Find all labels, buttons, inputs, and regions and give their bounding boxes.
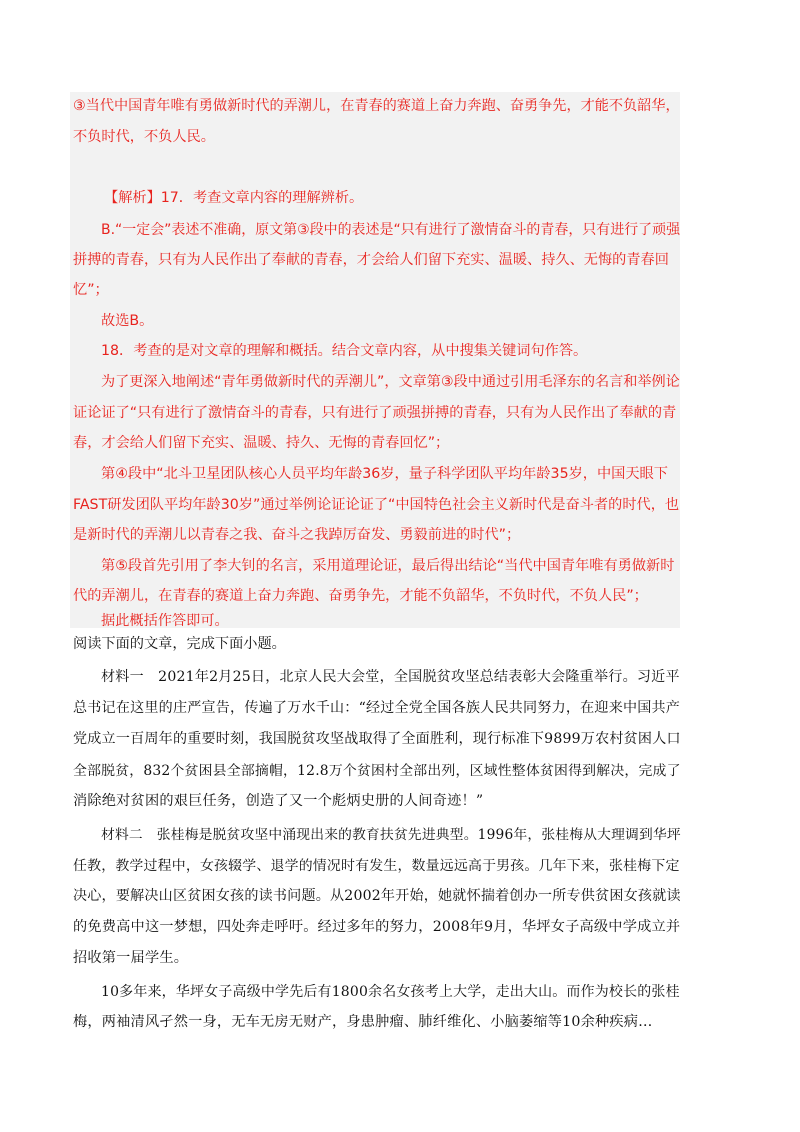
answer-line: 是新时代的弄潮儿以青春之我、奋斗之我踔厉奋发、勇毅前进的时代”；	[73, 527, 521, 543]
answer-line: 证论证了“只有进行了激情奋斗的青春，只有进行了顽强拼搏的青春，只有为人民作出了奉献的青	[73, 405, 677, 421]
material-line: 消除绝对贫困的艰巨任务，创造了又一个彪炳史册的人间奇迹！”	[73, 793, 484, 809]
analysis-heading: 【解析】17．考查文章内容的理解辨析。	[104, 190, 364, 206]
answer-line: 据此概括作答即可。	[101, 613, 229, 629]
material-line: 梅，两袖清风孑然一身，无车无房无财产，身患肿瘤、肺纤维化、小脑萎缩等10余种疾病…	[73, 1014, 653, 1030]
answer-line: 拼搏的青春，只有为人民作出了奉献的青春，才会给人们留下充实、温暖、持久、无悔的青春回	[73, 252, 669, 268]
material-line: 招收第一届学生。	[73, 950, 189, 966]
answer-line: 第④段中“北斗卫星团队核心人员平均年龄36岁，量子科学团队平均年龄35岁，中国天眼下	[101, 466, 668, 482]
material-line: 10多年来，华坪女子高级中学先后有1800余名女孩考上大学，走出大山。而作为校长的张桂	[101, 984, 680, 1000]
answer-line: 故选B。	[101, 313, 154, 329]
material-line: 任教，教学过程中，女孩辍学、退学的情况时有发生，数量远远高于男孩。几年下来，张桂梅下定	[73, 858, 680, 874]
answer-line: 为了更深入地阐述“青年勇做新时代的弄潮儿”，文章第③段中通过引用毛泽东的名言和举例论	[101, 374, 680, 390]
material-line: 材料二 张桂梅是脱贫攻坚中涌现出来的教育扶贫先进典型。1996年，张桂梅从大理调到华坪	[101, 827, 681, 843]
material-line: 总书记在这里的庄严宣告，传遍了万水千山：“经过全党全国各族人民共同努力，在迎来中国共产	[73, 700, 681, 716]
material-line: 的免费高中这一梦想，四处奔走呼吁。经过多年的努力，2008年9月，华坪女子高级中学成立并	[73, 919, 681, 935]
answer-line: B.“一定会”表述不准确，原文第③段中的表述是“只有进行了激情奋斗的青春，只有进行了顽强	[101, 222, 681, 238]
material-line: 党成立一百周年的重要时刻，我国脱贫攻坚战取得了全面胜利，现行标准下9899万农村贫困人口	[73, 731, 681, 747]
answer-line: FAST研发团队平均年龄30岁”通过举例论证论证了“中国特色社会主义新时代是奋斗者的时代，也	[73, 497, 680, 513]
answer-line: 第⑤段首先引用了李大钊的名言，采用道理论证，最后得出结论“当代中国青年唯有勇做新时	[101, 558, 675, 574]
material-line: 材料一 2021年2月25日，北京人民大会堂，全国脱贫攻坚总结表彰大会隆重举行。习近平	[101, 669, 680, 685]
answer-line: 春，才会给人们留下充实、温暖、持久、无悔的青春回忆”；	[73, 435, 450, 451]
material-line: 全部脱贫，832个贫困县全部摘帽，12.8万个贫困村全部出列，区域性整体贫困得到解决，完成了	[73, 763, 681, 779]
answer-line: 忆”；	[73, 282, 109, 298]
answer-line: ③当代中国青年唯有勇做新时代的弄潮儿，在青春的赛道上奋力奔跑、奋勇争先，才能不负韶华，	[73, 98, 680, 114]
answer-analysis-box	[70, 92, 680, 628]
material-line: 决心，要解决山区贫困女孩的读书问题。从2002年开始，她就怀揣着创办一所专供贫困女孩就读	[73, 888, 681, 904]
reading-instruction: 阅读下面的文章，完成下面小题。	[73, 636, 286, 652]
answer-line: 18．考查的是对文章的理解和概括。结合文章内容，从中搜集关键词句作答。	[101, 343, 588, 359]
answer-line: 代的弄潮儿，在青春的赛道上奋力奔跑、奋勇争先，才能不负韶华，不负时代，不负人民”；	[73, 588, 648, 604]
answer-line: 不负时代，不负人民。	[73, 129, 215, 145]
